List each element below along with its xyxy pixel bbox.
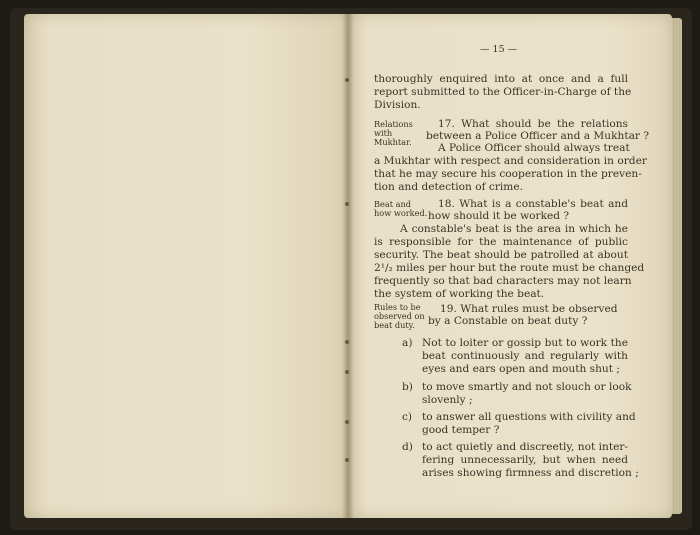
page-number: — 15 — — [480, 44, 518, 55]
question-line: 17. What should be the relations — [438, 118, 628, 130]
binding-stitch — [345, 340, 349, 344]
question-line: between a Police Officer and a Mukhtar ? — [426, 130, 650, 142]
list-item-line: to move smartly and not slouch or look — [422, 381, 632, 393]
binding-stitch — [345, 458, 349, 462]
binding-stitch — [345, 370, 349, 374]
list-item-label: c) — [402, 411, 413, 423]
answer-line: the system of working the beat. — [374, 288, 545, 300]
list-item-line: fering unnecessarily, but when need — [422, 454, 628, 466]
answer-line: A constable's beat is the area in which he — [400, 223, 628, 235]
list-item-line: to answer all questions with civility and — [422, 411, 636, 423]
margin-note: Beat and — [374, 199, 412, 209]
question-line: by a Constable on beat duty ? — [428, 315, 588, 327]
binding-stitch — [345, 78, 349, 82]
text-line: thoroughly enquired into at once and a full — [374, 73, 628, 85]
question-line: 19. What rules must be observed — [440, 303, 618, 315]
list-item-line: Not to loiter or gossip but to work the — [422, 337, 628, 349]
margin-note: beat duty. — [374, 320, 415, 330]
list-item-line: beat continuously and regularly with — [422, 350, 628, 362]
binding-stitch — [345, 202, 349, 206]
margin-note: observed on — [374, 311, 425, 321]
answer-line: frequently so that bad characters may not learn — [374, 275, 632, 287]
question-line: how should it be worked ? — [428, 210, 570, 222]
page-edges — [672, 18, 682, 514]
answer-line: is responsible for the maintenance of public — [374, 236, 628, 248]
answer-line: security. The beat should be patrolled at about — [374, 249, 628, 261]
answer-line: A Police Officer should always treat — [438, 142, 630, 154]
text-line: report submitted to the Officer-in-Charge of the — [374, 86, 632, 98]
question-line: 18. What is a constable's beat and — [438, 198, 628, 210]
list-item-line: arises showing firmness and discretion ; — [422, 467, 639, 479]
list-item-label: d) — [402, 441, 413, 453]
answer-line: 2¹/₂ miles per hour but the route must be changed — [374, 262, 645, 274]
list-item-line: good temper ? — [422, 424, 500, 436]
margin-note: Rules to be — [374, 302, 421, 312]
binding-stitch — [345, 420, 349, 424]
list-item-line: slovenly ; — [422, 394, 473, 406]
margin-note: Relations — [374, 119, 413, 129]
answer-line: a Mukhtar with respect and consideration in order — [374, 155, 647, 167]
margin-note: how worked. — [374, 208, 428, 218]
list-item-line: to act quietly and discreetly, not inter- — [422, 441, 628, 453]
margin-note: Mukhtar. — [374, 137, 412, 147]
list-item-line: eyes and ears open and mouth shut ; — [422, 363, 620, 375]
list-item-label: b) — [402, 381, 413, 393]
answer-line: tion and detection of crime. — [374, 181, 523, 193]
text-line: Division. — [374, 99, 421, 111]
left-page — [24, 14, 348, 518]
list-item-label: a) — [402, 337, 413, 349]
answer-line: that he may secure his cooperation in the preven- — [374, 168, 642, 180]
book-gutter — [342, 14, 354, 518]
margin-note: with — [374, 128, 393, 138]
